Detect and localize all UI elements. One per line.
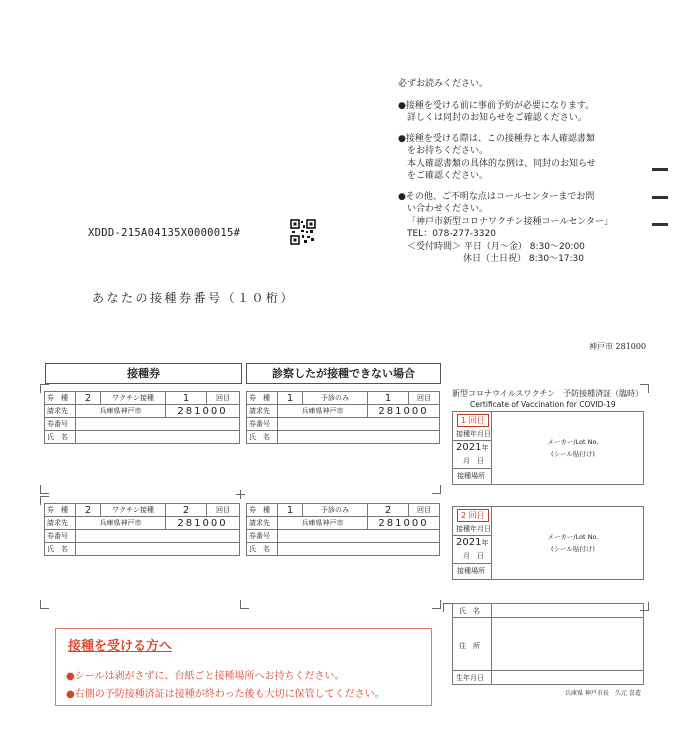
dose-2-year: 2021年 [456,537,489,548]
edge-mark [652,223,668,226]
dose-1-box [452,411,644,485]
dose-1-sticker-label: (シール貼付け) [551,450,595,458]
dose-2-place-label: 接種場所 [457,567,485,575]
instructions-title: 接種を受ける方へ [68,639,173,654]
ticket-exam-only-1: 券 種 1 予診のみ 1 回目 請求先 兵庫県神戸市 281000 券番号 氏 名 [246,391,440,444]
hours-holiday: 休日（土日祝） 8:30～17:30 [463,254,585,264]
header-no-vaccination: 診察したが接種できない場合 [246,363,441,384]
crop-cross [240,490,241,499]
dose-2-label: 2 回目 [457,509,489,522]
crop-mark [640,602,649,611]
header-ticket: 接種券 [45,363,242,384]
city-code: 神戸市 281000 [589,342,647,351]
ticket-vaccination-2: 券 種 2 ワクチン接種 2 回目 請求先 兵庫県神戸市 281000 券番号 氏 名 [44,503,240,556]
crop-mark [40,600,49,609]
notice-item-id: ●接種を受ける際は、この接種券と本人確認書類 をお持ちください。 本人確認書類の具体的な例は、同封のお知らせ をご確認ください。 [398,133,596,181]
ticket-vaccination-1: 券 種 2 ワクチン接種 1 回目 請求先 兵庫県神戸市 281000 券番号 氏 名 [44,391,240,444]
call-center-tel: TEL：078-277-3320 [407,229,496,239]
dose-1-maker-lot: メーカー/Lot No. [547,438,599,446]
dose-2-month-day: 月 日 [463,552,484,560]
dose-2-box [452,506,644,580]
dose-2-date-label: 接種年月日 [456,525,491,533]
crop-mark [40,496,49,505]
person-birth-label: 生年月日 [456,674,484,682]
edge-mark [652,168,668,171]
person-name-label: 氏 名 [459,607,480,615]
person-address-label: 住 所 [459,642,480,650]
dose-1-place-label: 接種場所 [457,472,485,480]
crop-mark [40,384,49,393]
dose-1-date-label: 接種年月日 [456,430,491,438]
ticket-exam-only-2: 券 種 1 予診のみ 2 回目 請求先 兵庫県神戸市 281000 券番号 氏 名 [246,503,440,556]
dose-2-maker-lot: メーカー/Lot No. [547,533,599,541]
dose-1-month-day: 月 日 [463,457,484,465]
ticket-number-label: あなたの接種券番号（１０桁） [92,291,296,305]
crop-mark [240,600,249,609]
crop-mark [432,485,441,494]
mayor-signature: 兵庫県 神戸市長 久元 喜造 [565,690,641,697]
crop-mark [432,600,441,609]
call-center-name: 「神戸市新型コロナワクチン接種コールセンター」 [407,216,614,227]
qr-code-icon [290,219,316,245]
instruction-item-2: ●右側の予防接種済証は接種が終わった後も大切に保管してください。 [66,689,385,700]
certificate-title: 新型コロナウイルスワクチン 予防接種済証（臨時） [452,389,644,398]
crop-mark [40,485,49,494]
certificate-subtitle: Certificate of Vaccination for COVID-19 [470,400,616,409]
dose-2-sticker-label: (シール貼付け) [551,545,595,553]
dose-1-year: 2021年 [456,442,489,453]
notice-block [398,78,658,274]
notice-item-reservation: ●接種を受ける前に事前予約が必要になります。 詳しくは同封のお知らせをご確認ください。 [398,100,595,123]
crop-mark [443,603,452,612]
notice-heading: 必ずお読みください。 [398,79,489,89]
dose-1-label: 1 回目 [457,414,489,427]
crop-mark [640,384,649,393]
hours-weekday: ＜受付時間＞ 平日（月～金） 8:30～20:00 [407,241,585,252]
edge-mark [652,196,668,199]
notice-item-contact: ●その他、ご不明な点はコールセンターまでお問 い合わせください。 「神戸市新型コロナワクチン接種コールセンター」 TEL：078-277-3320 ＜受付時間＞ 平日（月～金） 8:30～20:00 休日（土日祝） 8:30～17:30 [398,191,658,266]
ticket-code: XDDD-215A04135X0000015# [88,227,241,239]
instruction-item-1: ●シールは剥がさずに、台紙ごと接種場所へお持ちください。 [66,671,345,682]
person-info-box [452,603,644,685]
instructions-box [55,628,432,706]
